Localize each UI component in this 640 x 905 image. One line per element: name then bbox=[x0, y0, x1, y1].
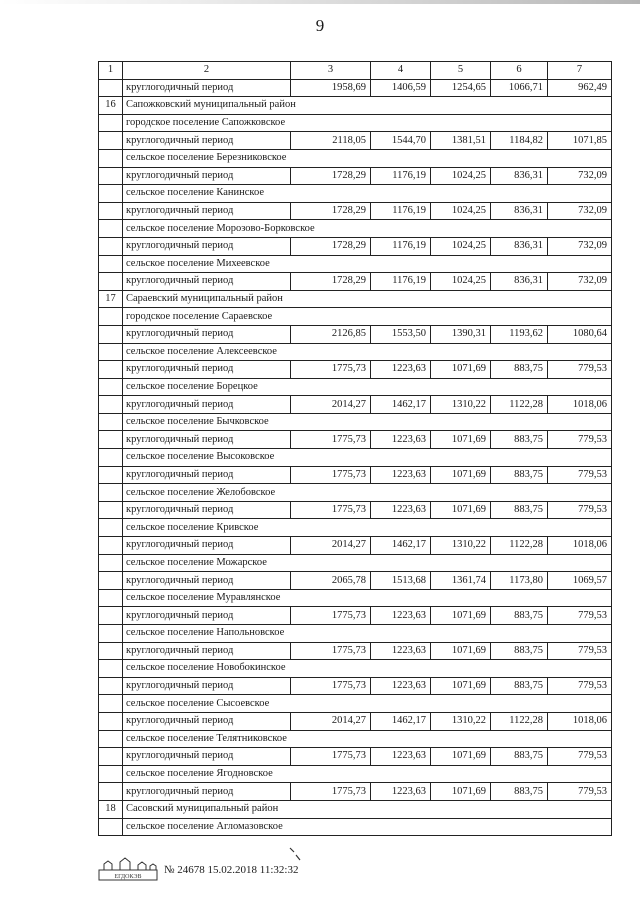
settlement-row bbox=[99, 185, 612, 203]
row-index-cell bbox=[99, 783, 123, 801]
settlement-name: сельское поселение Высоковское bbox=[123, 449, 612, 467]
tariff-value: 1310,22 bbox=[431, 396, 491, 414]
column-number: 7 bbox=[548, 62, 612, 80]
period-label: круглогодичный период bbox=[123, 237, 291, 255]
tariff-value: 1024,25 bbox=[431, 202, 491, 220]
tariff-value: 2014,27 bbox=[291, 396, 371, 414]
column-number: 6 bbox=[491, 62, 548, 80]
tariff-value: 836,31 bbox=[491, 273, 548, 291]
period-label: круглогодичный период bbox=[123, 501, 291, 519]
period-label: круглогодичный период bbox=[123, 273, 291, 291]
tariff-value: 1024,25 bbox=[431, 273, 491, 291]
tariff-value: 1223,63 bbox=[371, 677, 431, 695]
tariff-value: 732,09 bbox=[548, 273, 612, 291]
tariff-value: 1223,63 bbox=[371, 607, 431, 625]
settlement-name: сельское поселение Муравлянское bbox=[123, 589, 612, 607]
column-number: 3 bbox=[291, 62, 371, 80]
page-number: 9 bbox=[315, 16, 325, 35]
period-row bbox=[99, 537, 612, 555]
tariff-value: 1176,19 bbox=[371, 202, 431, 220]
period-row bbox=[99, 572, 612, 590]
settlement-name: сельское поселение Ягодновское bbox=[123, 765, 612, 783]
tariff-value: 1254,65 bbox=[431, 79, 491, 97]
tariff-value: 1071,69 bbox=[431, 642, 491, 660]
settlement-row bbox=[99, 695, 612, 713]
district-row bbox=[99, 800, 612, 818]
district-number: 18 bbox=[99, 800, 123, 818]
district-number: 17 bbox=[99, 290, 123, 308]
period-row bbox=[99, 361, 612, 379]
tariff-value: 1018,06 bbox=[548, 712, 612, 730]
district-name: Сасовский муниципальный район bbox=[123, 800, 612, 818]
period-label: круглогодичный период bbox=[123, 132, 291, 150]
tariff-value: 1728,29 bbox=[291, 202, 371, 220]
tariff-value: 1071,69 bbox=[431, 783, 491, 801]
row-index-cell bbox=[99, 589, 123, 607]
tariff-value: 1775,73 bbox=[291, 748, 371, 766]
tariff-value: 1193,62 bbox=[491, 325, 548, 343]
tariff-value: 1071,69 bbox=[431, 361, 491, 379]
settlement-row bbox=[99, 449, 612, 467]
period-row bbox=[99, 431, 612, 449]
tariff-value: 1406,59 bbox=[371, 79, 431, 97]
tariff-value: 883,75 bbox=[491, 607, 548, 625]
row-index-cell bbox=[99, 114, 123, 132]
tariff-value: 1310,22 bbox=[431, 537, 491, 555]
tariff-value: 1223,63 bbox=[371, 642, 431, 660]
tariff-value: 1080,64 bbox=[548, 325, 612, 343]
tariff-value: 1775,73 bbox=[291, 607, 371, 625]
tariff-value: 1018,06 bbox=[548, 537, 612, 555]
settlement-row bbox=[99, 484, 612, 502]
tariff-value: 1071,69 bbox=[431, 501, 491, 519]
period-label: круглогодичный период bbox=[123, 712, 291, 730]
period-label: круглогодичный период bbox=[123, 537, 291, 555]
row-index-cell bbox=[99, 695, 123, 713]
row-index-cell bbox=[99, 537, 123, 555]
period-row bbox=[99, 202, 612, 220]
tariff-value: 1071,69 bbox=[431, 466, 491, 484]
tariff-value: 2118,05 bbox=[291, 132, 371, 150]
tariff-value: 1462,17 bbox=[371, 537, 431, 555]
period-row bbox=[99, 783, 612, 801]
registration-stamp-text: № 24678 15.02.2018 11:32:32 bbox=[164, 864, 299, 876]
tariff-value: 732,09 bbox=[548, 202, 612, 220]
tariff-value: 836,31 bbox=[491, 202, 548, 220]
tariff-value: 883,75 bbox=[491, 361, 548, 379]
row-index-cell bbox=[99, 484, 123, 502]
tariff-value: 1390,31 bbox=[431, 325, 491, 343]
tariff-value: 1728,29 bbox=[291, 237, 371, 255]
settlement-name: сельское поселение Кривское bbox=[123, 519, 612, 537]
settlement-name: сельское поселение Новобокинское bbox=[123, 660, 612, 678]
settlement-name: сельское поселение Желобовское bbox=[123, 484, 612, 502]
tariff-value: 1122,28 bbox=[491, 537, 548, 555]
period-row bbox=[99, 79, 612, 97]
settlement-row bbox=[99, 765, 612, 783]
tariff-value: 1958,69 bbox=[291, 79, 371, 97]
period-label: круглогодичный период bbox=[123, 79, 291, 97]
row-index-cell bbox=[99, 765, 123, 783]
row-index-cell bbox=[99, 677, 123, 695]
tariff-value: 1775,73 bbox=[291, 783, 371, 801]
tariff-value: 1775,73 bbox=[291, 431, 371, 449]
tariff-value: 1071,69 bbox=[431, 607, 491, 625]
tariff-value: 883,75 bbox=[491, 466, 548, 484]
period-label: круглогодичный период bbox=[123, 431, 291, 449]
row-index-cell bbox=[99, 361, 123, 379]
settlement-name: сельское поселение Борецкое bbox=[123, 378, 612, 396]
tariff-value: 2126,85 bbox=[291, 325, 371, 343]
settlement-name: сельское поселение Агломазовское bbox=[123, 818, 612, 836]
settlement-name: сельское поселение Бычковское bbox=[123, 413, 612, 431]
settlement-row bbox=[99, 625, 612, 643]
tariff-value: 1775,73 bbox=[291, 642, 371, 660]
row-index-cell bbox=[99, 149, 123, 167]
row-index-cell bbox=[99, 308, 123, 326]
tariff-value: 1184,82 bbox=[491, 132, 548, 150]
period-row bbox=[99, 273, 612, 291]
settlement-name: городское поселение Сапожковское bbox=[123, 114, 612, 132]
settlement-name: сельское поселение Напольновское bbox=[123, 625, 612, 643]
district-name: Сапожковский муниципальный район bbox=[123, 97, 612, 115]
tariff-value: 1024,25 bbox=[431, 237, 491, 255]
settlement-row bbox=[99, 255, 612, 273]
period-label: круглогодичный период bbox=[123, 361, 291, 379]
tariff-value: 1176,19 bbox=[371, 167, 431, 185]
tariff-value: 883,75 bbox=[491, 783, 548, 801]
row-index-cell bbox=[99, 220, 123, 238]
settlement-row bbox=[99, 554, 612, 572]
tariff-value: 1173,80 bbox=[491, 572, 548, 590]
settlement-row bbox=[99, 660, 612, 678]
tariff-value: 1775,73 bbox=[291, 677, 371, 695]
tariff-value: 1223,63 bbox=[371, 361, 431, 379]
tariff-value: 1462,17 bbox=[371, 712, 431, 730]
period-label: круглогодичный период bbox=[123, 202, 291, 220]
tariff-value: 732,09 bbox=[548, 237, 612, 255]
settlement-name: сельское поселение Березниковское bbox=[123, 149, 612, 167]
settlement-name: сельское поселение Алексеевское bbox=[123, 343, 612, 361]
period-label: круглогодичный период bbox=[123, 642, 291, 660]
tariff-value: 779,53 bbox=[548, 466, 612, 484]
tariff-value: 779,53 bbox=[548, 677, 612, 695]
tariff-value: 883,75 bbox=[491, 677, 548, 695]
tariff-value: 1069,57 bbox=[548, 572, 612, 590]
row-index-cell bbox=[99, 466, 123, 484]
tariff-value: 779,53 bbox=[548, 642, 612, 660]
tariff-value: 2014,27 bbox=[291, 712, 371, 730]
tariff-value: 779,53 bbox=[548, 607, 612, 625]
tariff-value: 1176,19 bbox=[371, 237, 431, 255]
tariff-value: 1381,51 bbox=[431, 132, 491, 150]
row-index-cell bbox=[99, 449, 123, 467]
tariff-value: 1728,29 bbox=[291, 167, 371, 185]
row-index-cell bbox=[99, 554, 123, 572]
settlement-row bbox=[99, 730, 612, 748]
tariff-value: 1122,28 bbox=[491, 712, 548, 730]
tariff-value: 1223,63 bbox=[371, 466, 431, 484]
period-row bbox=[99, 325, 612, 343]
period-row bbox=[99, 501, 612, 519]
tariff-value: 779,53 bbox=[548, 431, 612, 449]
tariff-value: 836,31 bbox=[491, 167, 548, 185]
period-row bbox=[99, 396, 612, 414]
row-index-cell bbox=[99, 202, 123, 220]
settlement-name: сельское поселение Телятниковское bbox=[123, 730, 612, 748]
column-number: 4 bbox=[371, 62, 431, 80]
settlement-name: городское поселение Сараевское bbox=[123, 308, 612, 326]
tariff-value: 883,75 bbox=[491, 501, 548, 519]
row-index-cell bbox=[99, 167, 123, 185]
tariff-value: 1310,22 bbox=[431, 712, 491, 730]
tariff-value: 1223,63 bbox=[371, 501, 431, 519]
tariff-value: 1024,25 bbox=[431, 167, 491, 185]
settlement-name: сельское поселение Михеевское bbox=[123, 255, 612, 273]
tariff-value: 779,53 bbox=[548, 501, 612, 519]
column-number: 2 bbox=[123, 62, 291, 80]
period-row bbox=[99, 677, 612, 695]
tariff-value: 1728,29 bbox=[291, 273, 371, 291]
row-index-cell bbox=[99, 607, 123, 625]
period-row bbox=[99, 466, 612, 484]
settlement-row bbox=[99, 378, 612, 396]
tariff-value: 1018,06 bbox=[548, 396, 612, 414]
tariff-value: 779,53 bbox=[548, 748, 612, 766]
period-label: круглогодичный период bbox=[123, 572, 291, 590]
period-row bbox=[99, 712, 612, 730]
tariff-value: 779,53 bbox=[548, 783, 612, 801]
scan-top-edge bbox=[0, 0, 640, 4]
row-index-cell bbox=[99, 519, 123, 537]
tariff-value: 1553,50 bbox=[371, 325, 431, 343]
registry-logo-icon bbox=[98, 856, 158, 884]
settlement-row bbox=[99, 818, 612, 836]
period-row bbox=[99, 642, 612, 660]
settlement-row bbox=[99, 519, 612, 537]
settlement-name: сельское поселение Канинское bbox=[123, 185, 612, 203]
document-stamp bbox=[98, 855, 298, 885]
row-index-cell bbox=[99, 501, 123, 519]
tariff-value: 962,49 bbox=[548, 79, 612, 97]
column-number-row bbox=[99, 62, 612, 80]
period-label: круглогодичный период bbox=[123, 466, 291, 484]
tariff-table bbox=[98, 61, 612, 836]
row-index-cell bbox=[99, 273, 123, 291]
period-row bbox=[99, 748, 612, 766]
period-label: круглогодичный период bbox=[123, 167, 291, 185]
settlement-row bbox=[99, 589, 612, 607]
tariff-value: 1223,63 bbox=[371, 783, 431, 801]
row-index-cell bbox=[99, 431, 123, 449]
row-index-cell bbox=[99, 625, 123, 643]
tariff-value: 1071,69 bbox=[431, 431, 491, 449]
row-index-cell bbox=[99, 185, 123, 203]
settlement-name: сельское поселение Можарское bbox=[123, 554, 612, 572]
settlement-row bbox=[99, 308, 612, 326]
row-index-cell bbox=[99, 396, 123, 414]
tariff-value: 1544,70 bbox=[371, 132, 431, 150]
tariff-value: 779,53 bbox=[548, 361, 612, 379]
row-index-cell bbox=[99, 255, 123, 273]
district-row bbox=[99, 290, 612, 308]
tariff-value: 883,75 bbox=[491, 642, 548, 660]
tariff-value: 1176,19 bbox=[371, 273, 431, 291]
tariff-table-body bbox=[99, 62, 612, 836]
settlement-name: сельское поселение Сысоевское bbox=[123, 695, 612, 713]
tariff-value: 883,75 bbox=[491, 431, 548, 449]
row-index-cell bbox=[99, 642, 123, 660]
row-index-cell bbox=[99, 660, 123, 678]
tariff-value: 1122,28 bbox=[491, 396, 548, 414]
row-index-cell bbox=[99, 378, 123, 396]
svg-text:ЕГДОКЭВ: ЕГДОКЭВ bbox=[114, 874, 142, 880]
tariff-value: 2014,27 bbox=[291, 537, 371, 555]
row-index-cell bbox=[99, 730, 123, 748]
period-label: круглогодичный период bbox=[123, 748, 291, 766]
tariff-value: 1775,73 bbox=[291, 361, 371, 379]
tariff-value: 883,75 bbox=[491, 748, 548, 766]
tariff-value: 1223,63 bbox=[371, 748, 431, 766]
tariff-value: 1071,69 bbox=[431, 748, 491, 766]
tariff-value: 1071,69 bbox=[431, 677, 491, 695]
row-index-cell bbox=[99, 818, 123, 836]
settlement-row bbox=[99, 149, 612, 167]
tariff-value: 836,31 bbox=[491, 237, 548, 255]
period-row bbox=[99, 607, 612, 625]
row-index-cell bbox=[99, 413, 123, 431]
settlement-row bbox=[99, 114, 612, 132]
settlement-row bbox=[99, 413, 612, 431]
row-index-cell bbox=[99, 132, 123, 150]
period-row bbox=[99, 237, 612, 255]
tariff-value: 1462,17 bbox=[371, 396, 431, 414]
period-row bbox=[99, 132, 612, 150]
settlement-row bbox=[99, 220, 612, 238]
district-name: Сараевский муниципальный район bbox=[123, 290, 612, 308]
period-label: круглогодичный период bbox=[123, 677, 291, 695]
period-label: круглогодичный период bbox=[123, 325, 291, 343]
district-row bbox=[99, 97, 612, 115]
row-index-cell bbox=[99, 748, 123, 766]
row-index-cell bbox=[99, 712, 123, 730]
tariff-value: 2065,78 bbox=[291, 572, 371, 590]
tariff-value: 732,09 bbox=[548, 167, 612, 185]
district-number: 16 bbox=[99, 97, 123, 115]
period-row bbox=[99, 167, 612, 185]
column-number: 1 bbox=[99, 62, 123, 80]
settlement-name: сельское поселение Морозово-Борковское bbox=[123, 220, 612, 238]
tariff-value: 1066,71 bbox=[491, 79, 548, 97]
tariff-value: 1775,73 bbox=[291, 466, 371, 484]
row-index-cell bbox=[99, 237, 123, 255]
tariff-value: 1223,63 bbox=[371, 431, 431, 449]
row-index-cell bbox=[99, 343, 123, 361]
period-label: круглогодичный период bbox=[123, 783, 291, 801]
tariff-value: 1071,85 bbox=[548, 132, 612, 150]
tariff-value: 1513,68 bbox=[371, 572, 431, 590]
row-index-cell bbox=[99, 325, 123, 343]
column-number: 5 bbox=[431, 62, 491, 80]
row-index-cell bbox=[99, 572, 123, 590]
settlement-row bbox=[99, 343, 612, 361]
tariff-value: 1361,74 bbox=[431, 572, 491, 590]
period-label: круглогодичный период bbox=[123, 396, 291, 414]
tariff-value: 1775,73 bbox=[291, 501, 371, 519]
period-label: круглогодичный период bbox=[123, 607, 291, 625]
row-index-cell bbox=[99, 79, 123, 97]
